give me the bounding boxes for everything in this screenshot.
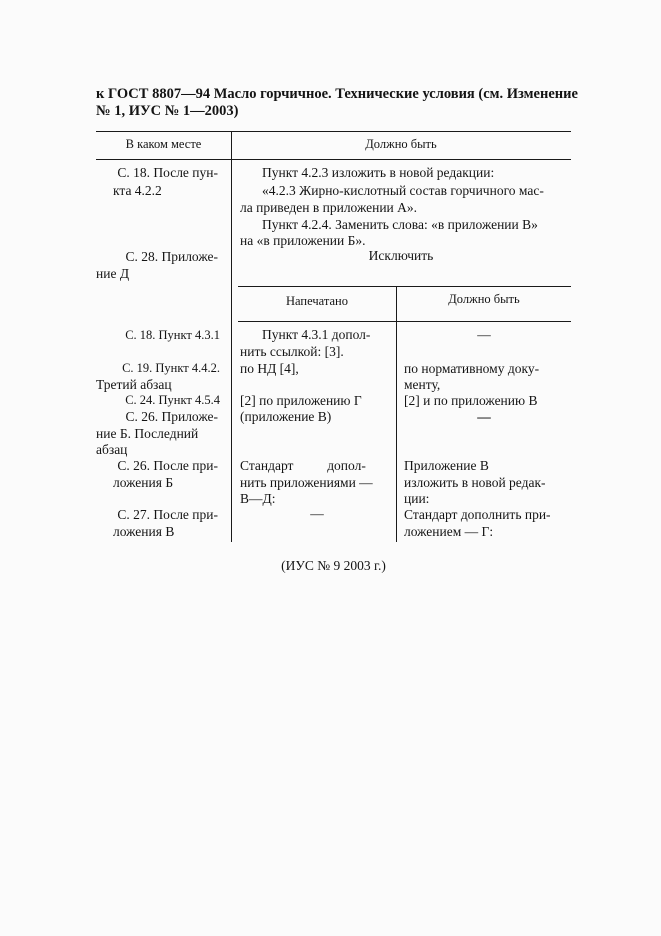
subrow6-should-be-line-2: ложением — Г: bbox=[404, 524, 494, 539]
table-column-divider bbox=[231, 131, 232, 542]
subtable-top-rule bbox=[238, 286, 571, 287]
subrow5-place-line-1: С. 26. После при- bbox=[117, 458, 218, 473]
subrow3-printed-line-1: [2] по приложению Г bbox=[240, 393, 362, 408]
row1-content-line-1: Пункт 4.2.3 изложить в новой редакции: bbox=[262, 165, 495, 180]
subrow5-printed-line-1: Стандарт допол- bbox=[240, 458, 366, 473]
subrow6-place-line-1: С. 27. После при- bbox=[117, 507, 218, 522]
subrow1-printed-line-2: нить ссылкой: [3]. bbox=[240, 344, 344, 359]
subrow2-should-be-line-1: по нормативному доку- bbox=[404, 361, 540, 376]
row2-content-exclude: Исключить bbox=[368, 248, 434, 263]
subrow4-place-line-2: ние Б. Последний bbox=[96, 426, 199, 441]
subrow4-place-line-1: С. 26. Приложе- bbox=[125, 409, 218, 424]
row1-content-line-5: на «в приложении Б». bbox=[240, 233, 366, 248]
subrow6-printed: — bbox=[310, 506, 324, 521]
column-header-place: В каком месте bbox=[125, 137, 202, 151]
subrow2-place-line-2: Третий абзац bbox=[96, 377, 172, 392]
document-title-line-1: к ГОСТ 8807—94 Масло горчичное. Технические условия (см. Изменение bbox=[96, 86, 578, 102]
row2-place-line-2: ние Д bbox=[96, 266, 130, 281]
row1-content-line-4: Пункт 4.2.4. Заменить слова: «в приложении В» bbox=[262, 217, 538, 232]
subrow2-printed: по НД [4], bbox=[240, 361, 299, 376]
subrow4-should-be: — bbox=[477, 409, 491, 424]
subrow6-place-line-2: ложения В bbox=[113, 524, 175, 539]
row2-place-line-1: С. 28. Приложе- bbox=[125, 249, 218, 264]
subrow1-should-be: — bbox=[477, 327, 491, 342]
subrow2-place-line-1: С. 19. Пункт 4.4.2. bbox=[122, 361, 220, 375]
issue-footnote: (ИУС № 9 2003 г.) bbox=[281, 558, 386, 573]
subrow1-place: С. 18. Пункт 4.3.1 bbox=[125, 328, 220, 342]
table-header-rule bbox=[96, 159, 571, 160]
subrow3-should-be: [2] и по приложению В bbox=[404, 393, 538, 408]
subrow5-printed-line-3: В—Д: bbox=[240, 491, 276, 506]
subrow3-place: С. 24. Пункт 4.5.4 bbox=[125, 393, 220, 407]
subrow1-printed-line-1: Пункт 4.3.1 допол- bbox=[262, 327, 371, 342]
subrow5-printed-line-2: нить приложениями — bbox=[240, 475, 373, 490]
subrow5-should-be-line-2: изложить в новой редак- bbox=[404, 475, 546, 490]
column-header-should-be: Должно быть bbox=[365, 137, 437, 151]
row1-content-line-2: «4.2.3 Жирно-кислотный состав горчичного мас- bbox=[262, 183, 544, 198]
subrow5-should-be-line-3: ции: bbox=[404, 491, 430, 506]
subcolumn-header-should-be: Должно быть bbox=[448, 292, 520, 306]
subtable-header-rule bbox=[238, 321, 571, 322]
subrow6-should-be-line-1: Стандарт дополнить при- bbox=[404, 507, 551, 522]
subrow5-place-line-2: ложения Б bbox=[113, 475, 174, 490]
row1-place-line-2: кта 4.2.2 bbox=[113, 183, 162, 198]
document-title-line-2: № 1, ИУС № 1—2003) bbox=[96, 103, 239, 119]
subrow2-should-be-line-2: менту, bbox=[404, 377, 441, 392]
row1-place-line-1: С. 18. После пун- bbox=[117, 165, 218, 180]
row1-content-line-3: ла приведен в приложении А». bbox=[240, 200, 418, 215]
subrow4-place-line-3: абзац bbox=[96, 442, 128, 457]
table-top-rule bbox=[96, 131, 571, 132]
subrow3-printed-line-2: (приложение В) bbox=[240, 409, 332, 424]
subcolumn-header-printed: Напечатано bbox=[286, 294, 348, 308]
subrow5-should-be-line-1: Приложение В bbox=[404, 458, 489, 473]
